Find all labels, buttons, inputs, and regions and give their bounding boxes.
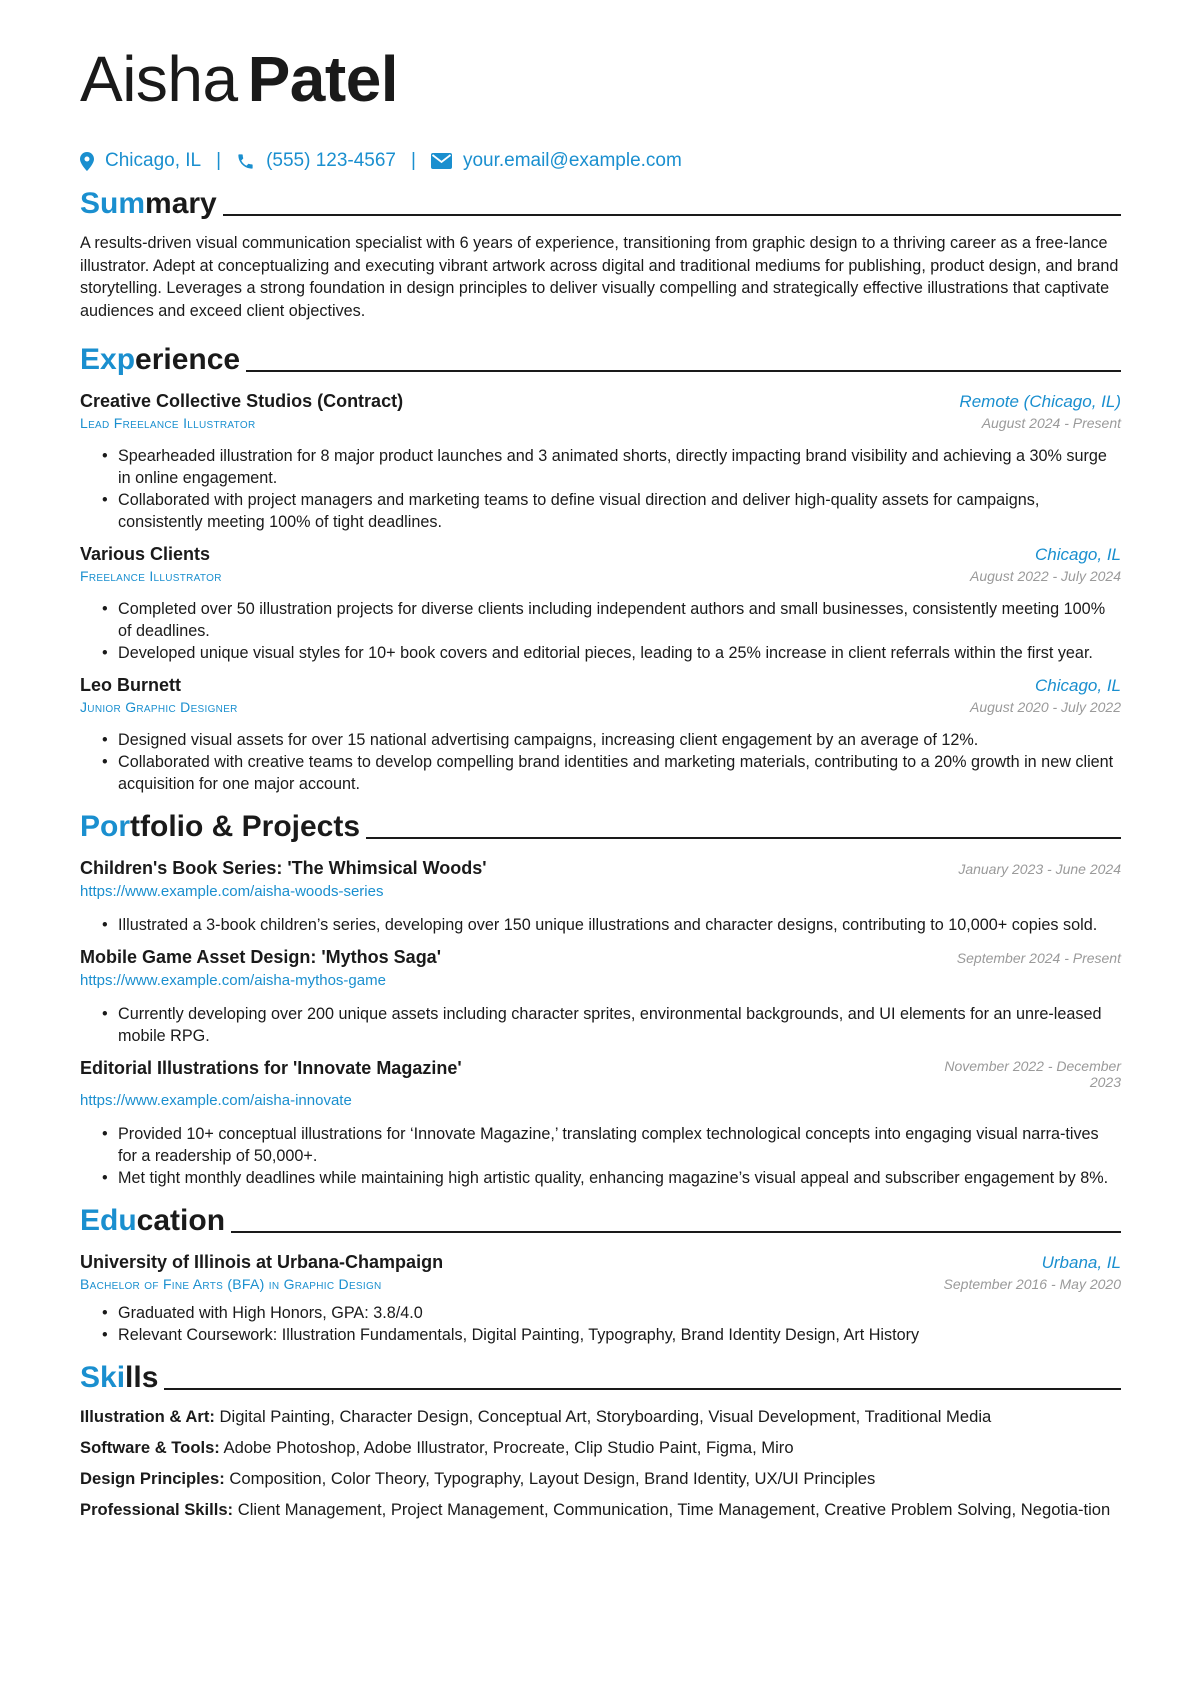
phone-icon: [236, 152, 255, 171]
project-bullets: [80, 1003, 1121, 1047]
education-section: [80, 1195, 1121, 1346]
bullet-item: • Developed unique visual styles for 10+ book covers and editorial pieces, leading to a 25% increase in client referrals within the first year.: [80, 642, 1121, 664]
project-dates: November 2022 - December 2023: [944, 1058, 1121, 1091]
job-bullets: [80, 445, 1121, 533]
job-title: Lead Freelance Illustrator: [80, 415, 256, 432]
education-bullets: [80, 1302, 1121, 1346]
bullet-item: • Relevant Coursework: Illustration Fundamentals, Digital Painting, Typography, Brand Identity Design, Art History: [80, 1324, 1121, 1346]
job-dates: August 2024 - Present: [981, 415, 1121, 432]
resume-name: [80, 40, 1121, 118]
contact-phone: [236, 150, 396, 172]
section-title: Education: [80, 1204, 226, 1238]
map-pin-icon: [80, 152, 94, 171]
experience-entry: [80, 675, 1121, 795]
projects-heading: [80, 801, 1121, 845]
skill-label: Software & Tools:: [80, 1438, 220, 1458]
email-link[interactable]: your.email@example.com: [462, 150, 682, 171]
section-rule: [231, 1231, 1121, 1233]
bullet-item: • Designed visual assets for over 15 national advertising campaigns, increasing client engagement by an average of 12%.: [80, 729, 1121, 751]
bullet-item: • Completed over 50 illustration projects for diverse clients including independent authors and small businesses, consistently meeting 100% of deadlines.: [80, 598, 1121, 642]
contact-location: [80, 150, 201, 172]
project-name: Mobile Game Asset Design: 'Mythos Saga': [80, 947, 441, 968]
project-bullets: [80, 914, 1121, 936]
project-dates: September 2024 - Present: [956, 950, 1121, 967]
summary-heading: [80, 178, 1121, 222]
degree: Bachelor of Fine Arts (BFA) in Graphic Design: [80, 1276, 382, 1293]
bullet-item: • Currently developing over 200 unique assets including character sprites, environmental backgrounds, and UI elements for an unre-leased mobile RPG.: [80, 1003, 1121, 1047]
contact-separator: |: [411, 150, 416, 171]
contact-bar: [80, 146, 1121, 176]
job-location: Chicago, IL: [1035, 545, 1121, 565]
skill-label: Professional Skills:: [80, 1500, 234, 1520]
employer-name: Leo Burnett: [80, 675, 181, 696]
bullet-item: • Met tight monthly deadlines while maintaining high artistic quality, enhancing magazine’s visual appeal and subscriber engagement by 8%.: [80, 1167, 1121, 1189]
project-entry: [80, 858, 1121, 936]
section-rule: [366, 837, 1121, 839]
project-dates: January 2023 - June 2024: [958, 861, 1121, 878]
summary-section: [80, 178, 1121, 322]
project-bullets: [80, 1123, 1121, 1189]
project-name: Children's Book Series: 'The Whimsical Woods': [80, 858, 487, 879]
phone-text: (555) 123-4567: [266, 150, 396, 171]
skill-label: Illustration & Art:: [80, 1407, 215, 1427]
skill-value: Adobe Photoshop, Adobe Illustrator, Procreate, Clip Studio Paint, Figma, Miro: [223, 1438, 794, 1458]
location-text: Chicago, IL: [105, 150, 202, 171]
last-name: Patel: [247, 43, 399, 115]
experience-entry: [80, 391, 1121, 533]
school-name: University of Illinois at Urbana-Champaign: [80, 1252, 444, 1273]
experience-entry: [80, 544, 1121, 664]
section-rule: [223, 214, 1121, 216]
job-dates: August 2022 - July 2024: [970, 568, 1121, 585]
skill-value: Composition, Color Theory, Typography, Layout Design, Brand Identity, UX/UI Principles: [229, 1469, 876, 1489]
resume-page: [80, 40, 1121, 1521]
skill-row: [80, 1499, 1121, 1521]
school-location: Urbana, IL: [1041, 1253, 1121, 1273]
employer-name: Various Clients: [80, 544, 211, 565]
project-link[interactable]: https://www.example.com/aisha-innovate: [80, 1092, 352, 1110]
section-title: Experience: [80, 343, 241, 377]
project-entry: [80, 1058, 1121, 1189]
skill-row: [80, 1468, 1121, 1490]
bullet-item: • Spearheaded illustration for 8 major product launches and 3 animated shorts, directly impacting brand visibility and achieving a 30% surge in online engagement.: [80, 445, 1121, 489]
project-name: Editorial Illustrations for 'Innovate Magazine': [80, 1058, 462, 1079]
education-dates: September 2016 - May 2020: [943, 1276, 1121, 1293]
first-name: Aisha: [80, 43, 238, 115]
education-entry: [80, 1252, 1121, 1346]
section-rule: [246, 370, 1121, 372]
skill-label: Design Principles:: [80, 1469, 225, 1489]
job-bullets: [80, 598, 1121, 664]
job-title: Junior Graphic Designer: [80, 699, 238, 716]
project-link[interactable]: https://www.example.com/aisha-woods-series: [80, 883, 384, 901]
employer-name: Creative Collective Studios (Contract): [80, 391, 404, 412]
project-entry: [80, 947, 1121, 1047]
bullet-item: • Provided 10+ conceptual illustrations for ‘Innovate Magazine,’ translating complex technological concepts into engaging visual narra-tives for a readership of 50,000+.: [80, 1123, 1121, 1167]
contact-email[interactable]: [431, 150, 682, 172]
skill-row: [80, 1406, 1121, 1428]
skill-row: [80, 1437, 1121, 1459]
bullet-item: • Graduated with High Honors, GPA: 3.8/4.0: [80, 1302, 1121, 1324]
job-bullets: [80, 729, 1121, 795]
skill-value: Digital Painting, Character Design, Conceptual Art, Storyboarding, Visual Development, Traditional Media: [219, 1407, 992, 1427]
section-rule: [164, 1388, 1121, 1390]
bullet-item: • Collaborated with creative teams to develop compelling brand identities and marketing materials, contributing to a 20% growth in new client acquisition for one major account.: [80, 751, 1121, 795]
skills-section: [80, 1352, 1121, 1521]
summary-text: A results-driven visual communication specialist with 6 years of experience, transitioning from graphic design to a thriving career as a free-lance illustrator. Adept at conceptualizing and executing vibrant artwork across digital and traditional mediums for publishing, product design, and brand storytelling. Leverages a strong foundation in design principles to deliver visually compelling and strategically effective illustrations that captivate audiences and exceed client objectives.: [80, 234, 1119, 320]
contact-separator: |: [216, 150, 222, 171]
skills-heading: [80, 1352, 1121, 1396]
section-title: Portfolio & Projects: [80, 810, 361, 844]
education-heading: [80, 1195, 1121, 1239]
job-title: Freelance Illustrator: [80, 568, 222, 585]
section-title: Summary: [80, 187, 217, 220]
skill-value: Client Management, Project Management, Communication, Time Management, Creative Problem Solving, Negotia-tion: [237, 1500, 1111, 1520]
bullet-item: • Illustrated a 3-book children’s series, developing over 150 unique illustrations and character designs, contributing to 10,000+ copies sold.: [80, 914, 1121, 936]
projects-section: [80, 801, 1121, 1189]
section-title: Skills: [80, 1361, 159, 1395]
project-link[interactable]: https://www.example.com/aisha-mythos-game: [80, 972, 386, 990]
job-dates: August 2020 - July 2022: [970, 699, 1121, 716]
experience-heading: [80, 334, 1121, 378]
bullet-item: • Collaborated with project managers and marketing teams to define visual direction and deliver high-quality assets for campaigns, consistently meeting 100% of tight deadlines.: [80, 489, 1121, 533]
job-location: Remote (Chicago, IL): [959, 392, 1121, 412]
experience-section: [80, 334, 1121, 795]
envelope-icon: [431, 153, 452, 169]
job-location: Chicago, IL: [1035, 676, 1121, 696]
